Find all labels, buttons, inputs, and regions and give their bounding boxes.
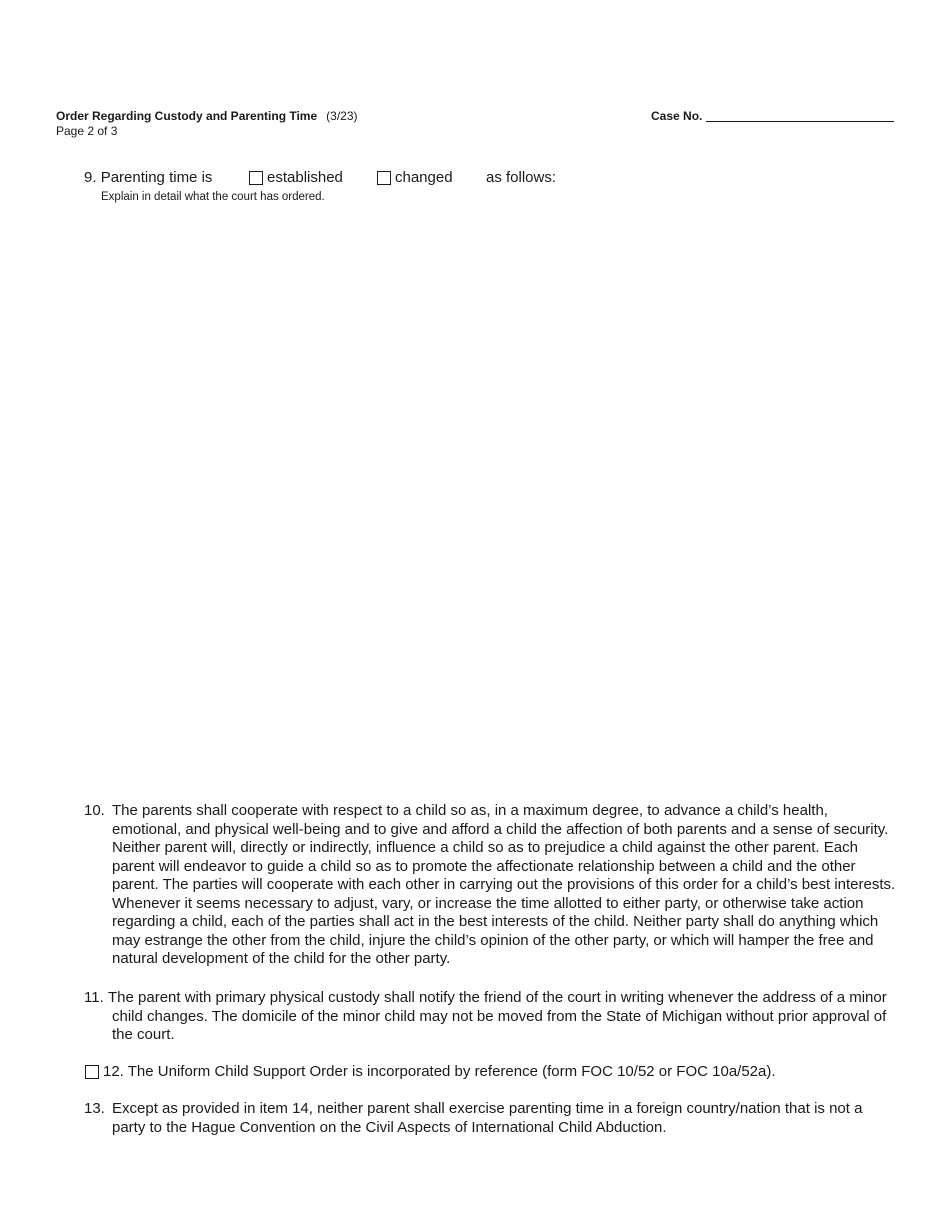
form-title-text: Order Regarding Custody and Parenting Time xyxy=(56,109,318,123)
item9-lead-text: Parenting time is xyxy=(100,169,213,186)
established-label: established xyxy=(267,169,343,186)
item10-paragraph xyxy=(84,802,896,969)
page-indicator: Page 2 of 3 xyxy=(56,124,118,138)
item9-lead xyxy=(84,169,212,186)
case-no-label: Case No. xyxy=(651,109,703,123)
item11-number: 11. xyxy=(84,989,104,1006)
item12-checkbox[interactable] xyxy=(85,1065,99,1079)
item9-number: 9. xyxy=(84,169,97,186)
form-revision: (3/23) xyxy=(326,109,358,123)
item11-text: The parent with primary physical custody shall notify the friend of the court in writing whenever the address of a minor child changes. The domicile of the minor child may not be moved from the State of Michigan without prior approval of the court. xyxy=(108,989,887,1043)
established-checkbox[interactable] xyxy=(249,171,263,185)
as-follows-label: as follows: xyxy=(486,169,557,186)
changed-label: changed xyxy=(395,169,453,186)
form-title xyxy=(56,109,358,123)
item13-number: 13. xyxy=(84,1100,105,1117)
changed-checkbox[interactable] xyxy=(377,171,391,185)
item12-text: 12. The Uniform Child Support Order is incorporated by reference (form FOC 10/52 or FOC 10a/52a). xyxy=(103,1063,776,1080)
item11-paragraph xyxy=(84,989,896,1045)
item10-number: 10. xyxy=(84,802,105,819)
item9-instruction: Explain in detail what the court has ordered. xyxy=(101,191,325,203)
item13-paragraph xyxy=(84,1100,896,1137)
item10-text: The parents shall cooperate with respect to a child so as, in a maximum degree, to advance a child’s health, emotional, and physical well-being and to give and afford a child the affection of both parents and a sense of security. Neither parent will, directly or indirectly, influence a child so as to prejudice a child against the other parent. Each parent will endeavor to guide a child so as to promote the affectionate relationship between a child and the other parent. The parties will cooperate with each other in carrying out the provisions of this order for a child’s best interests. Whenever it seems necessary to adjust, vary, or increase the time allotted to either party, or otherwise take action regarding a child, each of the parties shall act in the best interests of the child. Neither party shall do anything which may estrange the other from the child, injure the child’s opinion of the other party, or which will hamper the free and natural development of the child for the other party. xyxy=(112,802,896,967)
case-no-field[interactable] xyxy=(706,121,894,122)
item13-text: Except as provided in item 14, neither parent shall exercise parenting time in a foreign country/nation that is not a party to the Hague Convention on the Civil Aspects of International Child Abduction. xyxy=(112,1100,863,1136)
